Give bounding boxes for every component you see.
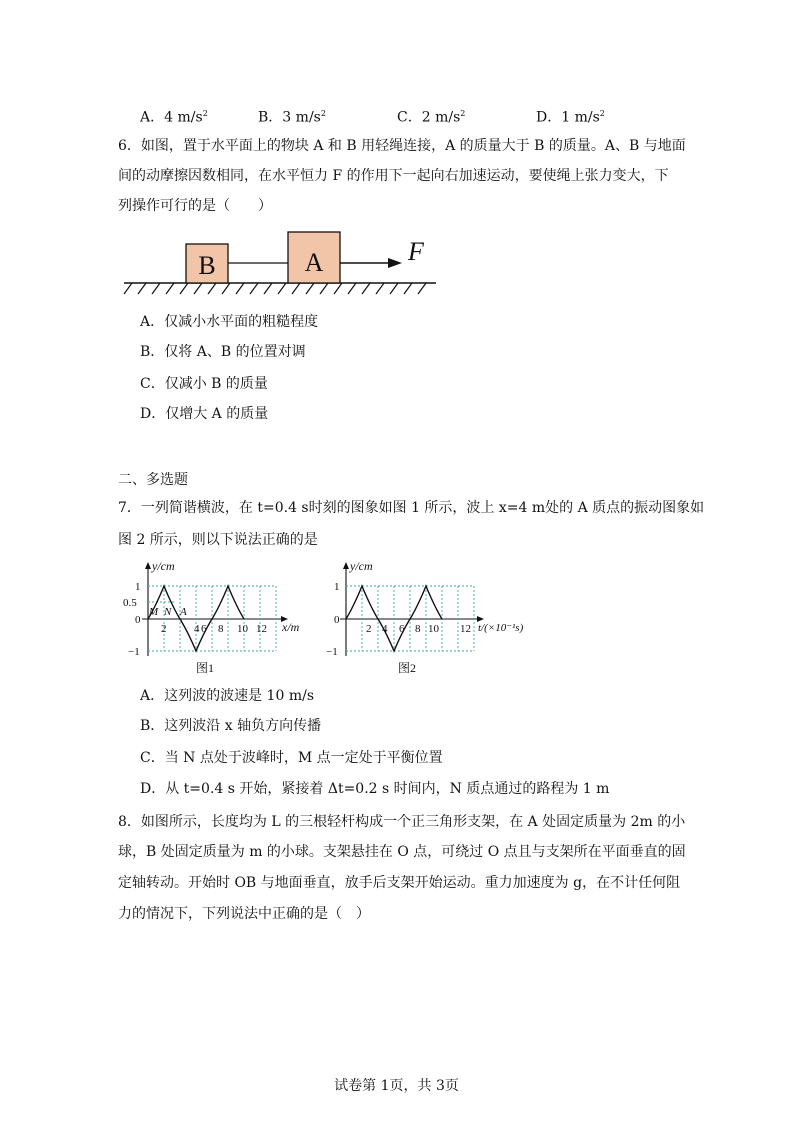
ground-hatching [124, 283, 426, 294]
fig2-xtick-6: 6 [399, 623, 405, 635]
q5-option-a: A．4 $m/s^2$ [140, 109, 208, 126]
fig1-ytick-0: 0 [135, 614, 141, 626]
q7-option-a: A．这列波的波速是 10 m/s [140, 688, 315, 704]
fig1-ytick-1: 1 [135, 581, 141, 593]
fig2-xtick-4: 4 [382, 623, 388, 635]
fig1-xtick-10: 10 [237, 623, 248, 635]
q7-option-d: D．从 t=0.4 s 开始，紧接着 Δt=0.2 s 时间内，N 质点通过的路程为 1 m [140, 781, 610, 797]
q6-text-line-3: 列操作可行的是（ ） [118, 198, 272, 214]
fig1-point-a: A [180, 606, 187, 618]
q5-option-d: D．1 $m/s^2$ [536, 109, 605, 126]
q7-text-line-1: 7．一列简谐横波，在 t=0.4 s时刻的图象如图 1 所示，波上 x=4 m处的 A 质点的振动图象如 [118, 500, 705, 516]
q6-text-line-2: 间的动摩擦因数相同，在水平恒力 F 的作用下一起向右加速运动，要使绳上张力变大，下 [118, 168, 669, 184]
fig1-xtick-2: 2 [161, 623, 167, 635]
q7-text-line-2: 图 2 所示，则以下说法正确的是 [118, 532, 318, 548]
fig1-ytick-05: 0.5 [123, 597, 137, 609]
q6-option-d: D．仅增大 A 的质量 [140, 406, 269, 422]
q6-text-line-1: 6．如图，置于水平面上的物块 A 和 B 用轻绳连接，A 的质量大于 B 的质量。A、B 与地面 [118, 138, 686, 154]
force-label: F [408, 237, 424, 266]
q5-option-c: C．2 $m/s^2$ [397, 109, 466, 126]
fig1-xtick-4: 4 [194, 623, 200, 635]
fig1-point-m: M [149, 606, 159, 618]
force-arrowhead [388, 258, 402, 268]
fig1-ytick-neg1: −1 [128, 646, 140, 658]
fig2-xtick-12: 12 [460, 623, 471, 635]
fig2-caption: 图2 [398, 661, 417, 675]
fig2-ytick-neg1: −1 [326, 646, 338, 658]
fig1-caption: 图1 [196, 661, 215, 675]
fig2-xtick-10: 10 [428, 623, 439, 635]
q8-text-line-2: 球，B 处固定质量为 m 的小球。支架悬挂在 O 点，可绕过 O 点且与支架所在平面垂直的固 [118, 844, 686, 860]
fig2-ylabel: y/cm [350, 559, 373, 573]
fig2-ytick-0: 0 [334, 614, 340, 626]
fig1-ylabel: y/cm [152, 559, 175, 573]
fig2-ytick-1: 1 [334, 581, 340, 593]
q7-option-b: B．这列波沿 x 轴负方向传播 [140, 718, 322, 734]
fig2-xtick-8: 8 [415, 623, 421, 635]
fig2-xlabel: t/(×10⁻¹s) [478, 622, 524, 634]
block-b-label: B [198, 251, 216, 280]
q6-option-b: B．仅将 A、B 的位置对调 [140, 344, 306, 360]
fig1-point-n: N [164, 606, 172, 618]
q8-text-line-1: 8．如图所示，长度均为 L 的三根轻杆构成一个正三角形支架，在 A 处固定质量为 2m 的小 [118, 814, 686, 830]
page-footer: 试卷第 1页，共 3页 [334, 1078, 459, 1094]
q7-option-c: C．当 N 点处于波峰时，M 点一定处于平衡位置 [140, 750, 443, 766]
fig1-xtick-8: 8 [218, 623, 224, 635]
fig2-xtick-2: 2 [366, 623, 372, 635]
fig1-y-arrow [145, 562, 151, 569]
fig1-xtick-6: 6 [201, 623, 207, 635]
q7-figure-1 [118, 558, 318, 680]
q5-option-b: B．3 $m/s^2$ [258, 109, 326, 126]
fig1-xlabel: x/m [282, 620, 300, 634]
q8-text-line-3: 定轴转动。开始时 OB 与地面垂直，放手后支架开始运动。重力加速度为 g，在不计任何阻 [118, 875, 681, 891]
section-title: 二、多选题 [118, 472, 188, 488]
q7-figure-2 [322, 558, 544, 680]
fig1-xtick-12: 12 [256, 623, 267, 635]
q6-option-a: A．仅减小水平面的粗糙程度 [140, 314, 319, 330]
q8-text-line-4: 力的情况下，下列说法中正确的是（ ） [118, 906, 370, 922]
q6-option-c: C．仅减小 B 的质量 [140, 376, 268, 392]
q6-figure [120, 228, 440, 298]
block-a-label: A [304, 248, 324, 277]
fig2-y-arrow [343, 562, 349, 569]
